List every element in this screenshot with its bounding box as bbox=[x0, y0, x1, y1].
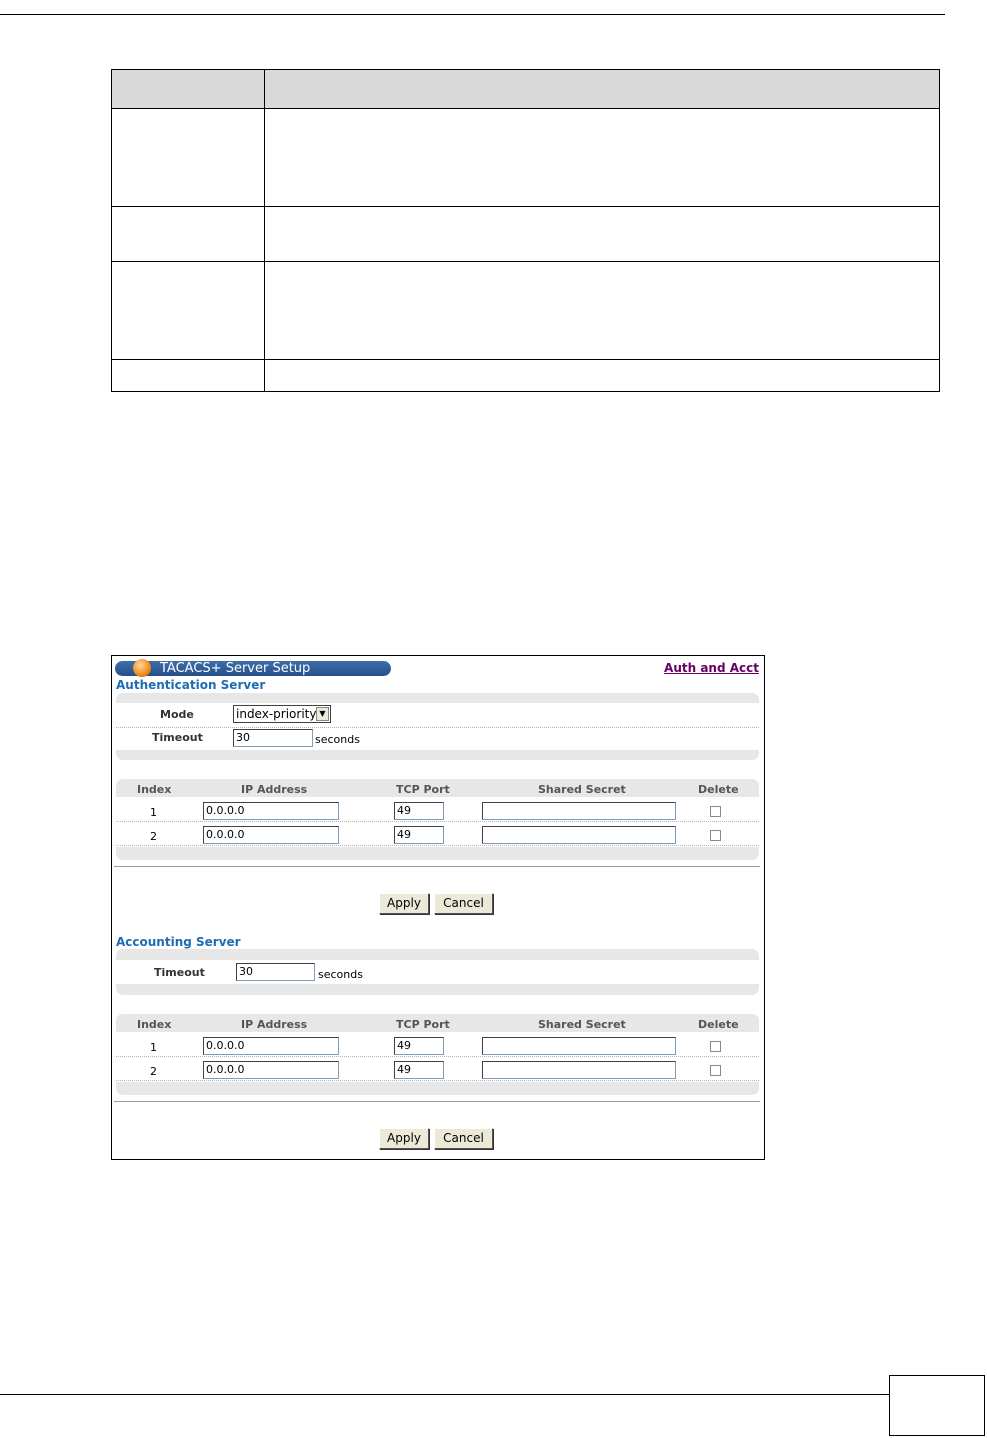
header-rule bbox=[0, 14, 945, 15]
footer-rule bbox=[0, 1394, 890, 1395]
description-table bbox=[111, 69, 940, 392]
seconds-label: seconds bbox=[315, 733, 360, 746]
acct-row-2-delete-checkbox[interactable] bbox=[710, 1065, 721, 1076]
column-header-tcp-port: TCP Port bbox=[396, 1018, 450, 1031]
column-header-shared-secret: Shared Secret bbox=[538, 1018, 626, 1031]
acct-row-2-index: 2 bbox=[150, 1065, 157, 1078]
acct-apply-button[interactable]: Apply bbox=[379, 1128, 429, 1149]
auth-row-2-secret-input[interactable] bbox=[482, 826, 676, 844]
seconds-label: seconds bbox=[318, 968, 363, 981]
acct-row-1-delete-checkbox[interactable] bbox=[710, 1041, 721, 1052]
auth-row-1-port-input[interactable]: 49 bbox=[394, 802, 444, 820]
description-table-header bbox=[112, 70, 940, 109]
tacacs-server-setup-screen bbox=[111, 655, 765, 1160]
acct-row-1-secret-input[interactable] bbox=[482, 1037, 676, 1055]
auth-row-1-secret-input[interactable] bbox=[482, 802, 676, 820]
title-bar bbox=[115, 661, 391, 676]
screen-title: TACACS+ Server Setup bbox=[160, 661, 311, 676]
acct-row-2-ip-input[interactable]: 0.0.0.0 bbox=[203, 1061, 339, 1079]
auth-row-1-ip-input[interactable]: 0.0.0.0 bbox=[203, 802, 339, 820]
table-cell bbox=[112, 207, 265, 262]
dropdown-arrow-icon[interactable]: ▼ bbox=[316, 707, 329, 721]
acct-row-1-port-input[interactable]: 49 bbox=[394, 1037, 444, 1055]
column-header-ip-address: IP Address bbox=[241, 783, 308, 796]
table-header-cell bbox=[112, 70, 265, 109]
auth-row-1-index: 1 bbox=[150, 806, 157, 819]
acct-row-2-port-input[interactable]: 49 bbox=[394, 1061, 444, 1079]
auth-settings-panel bbox=[116, 693, 759, 760]
column-header-shared-secret: Shared Secret bbox=[538, 783, 626, 796]
table-cell bbox=[112, 262, 265, 360]
column-header-delete: Delete bbox=[698, 783, 739, 796]
table-row bbox=[112, 109, 940, 207]
table-cell bbox=[265, 109, 940, 207]
auth-row-2-index: 2 bbox=[150, 830, 157, 843]
table-cell bbox=[112, 360, 265, 392]
acct-row-1-ip-input[interactable]: 0.0.0.0 bbox=[203, 1037, 339, 1055]
separator-line bbox=[114, 1101, 760, 1102]
authentication-server-heading: Authentication Server bbox=[116, 678, 266, 692]
acct-settings-panel bbox=[116, 949, 759, 995]
auth-and-acct-link[interactable]: Auth and Acct bbox=[664, 661, 759, 675]
accounting-server-heading: Accounting Server bbox=[116, 935, 241, 949]
acct-timeout-input[interactable]: 30 bbox=[236, 963, 315, 981]
mode-label: Mode bbox=[160, 708, 194, 721]
table-cell bbox=[112, 109, 265, 207]
page-number-box bbox=[889, 1375, 985, 1436]
auth-apply-button[interactable]: Apply bbox=[379, 893, 429, 914]
auth-server-table bbox=[116, 779, 759, 860]
auth-timeout-input[interactable]: 30 bbox=[233, 729, 313, 747]
table-cell bbox=[265, 207, 940, 262]
column-header-index: Index bbox=[137, 783, 172, 796]
mode-select[interactable] bbox=[233, 705, 331, 723]
table-cell bbox=[265, 360, 940, 392]
table-row bbox=[112, 207, 940, 262]
table-header-cell bbox=[265, 70, 940, 109]
orb-icon bbox=[133, 659, 151, 677]
column-header-ip-address: IP Address bbox=[241, 1018, 308, 1031]
column-header-delete: Delete bbox=[698, 1018, 739, 1031]
auth-cancel-button[interactable]: Cancel bbox=[434, 893, 493, 914]
auth-row-2-delete-checkbox[interactable] bbox=[710, 830, 721, 841]
table-cell bbox=[265, 262, 940, 360]
auth-row-2-ip-input[interactable]: 0.0.0.0 bbox=[203, 826, 339, 844]
timeout-label: Timeout bbox=[152, 731, 203, 744]
auth-row-1-delete-checkbox[interactable] bbox=[710, 806, 721, 817]
acct-row-1-index: 1 bbox=[150, 1041, 157, 1054]
acct-row-2-secret-input[interactable] bbox=[482, 1061, 676, 1079]
mode-value: index-priority bbox=[236, 707, 317, 721]
separator-line bbox=[114, 866, 760, 867]
timeout-label: Timeout bbox=[154, 966, 205, 979]
acct-cancel-button[interactable]: Cancel bbox=[434, 1128, 493, 1149]
column-header-index: Index bbox=[137, 1018, 172, 1031]
column-header-tcp-port: TCP Port bbox=[396, 783, 450, 796]
table-row bbox=[112, 360, 940, 392]
auth-row-2-port-input[interactable]: 49 bbox=[394, 826, 444, 844]
acct-server-table bbox=[116, 1014, 759, 1095]
table-row bbox=[112, 262, 940, 360]
